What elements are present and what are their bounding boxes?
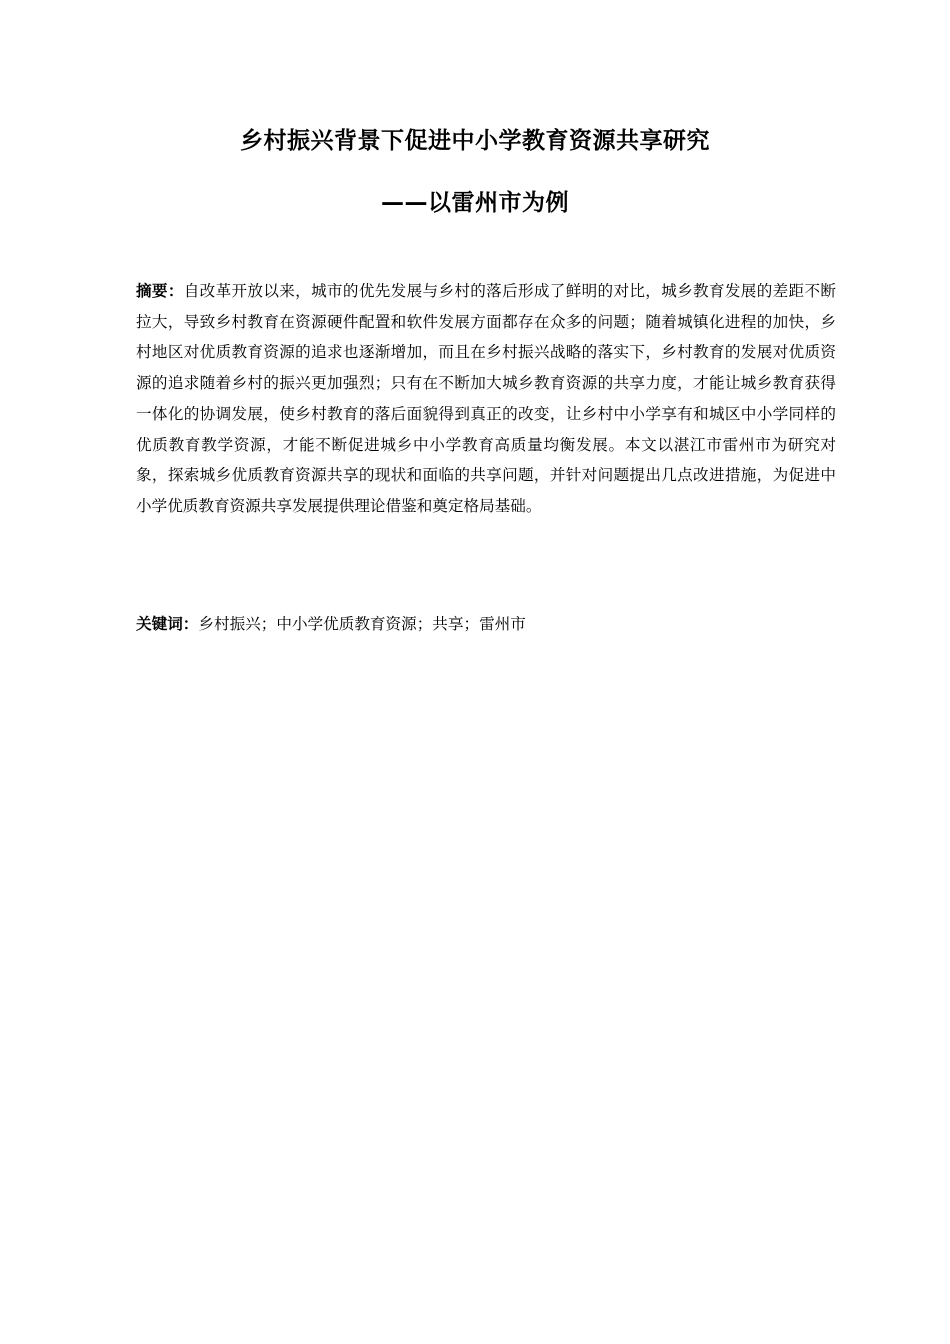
keywords-line: [136, 610, 836, 638]
paper-subtitle: ——以雷州市为例: [381, 190, 569, 216]
abstract-paragraph: [136, 276, 836, 522]
abstract-text: 自改革开放以来，城市的优先发展与乡村的落后形成了鲜明的对比，城乡教育发展的差距不断拉大，导致乡村教育在资源硬件配置和软件发展方面都存在众多的问题；随着城镇化进程的加快，乡村地区对优质教育资源的追求也逐渐增加，而且在乡村振兴战略的落实下，乡村教育的发展对优质资源的追求随着乡村的振兴更加强烈；只有在不断加大城乡教育资源的共享力度，才能让城乡教育获得一体化的协调发展，使乡村教育的落后面貌得到真正的改变，让乡村中小学享有和城区中小学同样的优质教育教学资源，才能不断促进城乡中小学教育高质量均衡发展。本文以湛江市雷州市为研究对象，探索城乡优质教育资源共享的现状和面临的共享问题，并针对问题提出几点改进措施，为促进中小学优质教育资源共享发展提供理论借鉴和奠定格局基础。: [136, 282, 836, 515]
keywords-text: 乡村振兴；中小学优质教育资源；共享；雷州市: [198, 615, 526, 633]
paper-title: 乡村振兴背景下促进中小学教育资源共享研究: [240, 128, 710, 154]
keywords-label: 关键词：: [136, 615, 199, 633]
abstract-label: 摘要：: [136, 282, 184, 300]
